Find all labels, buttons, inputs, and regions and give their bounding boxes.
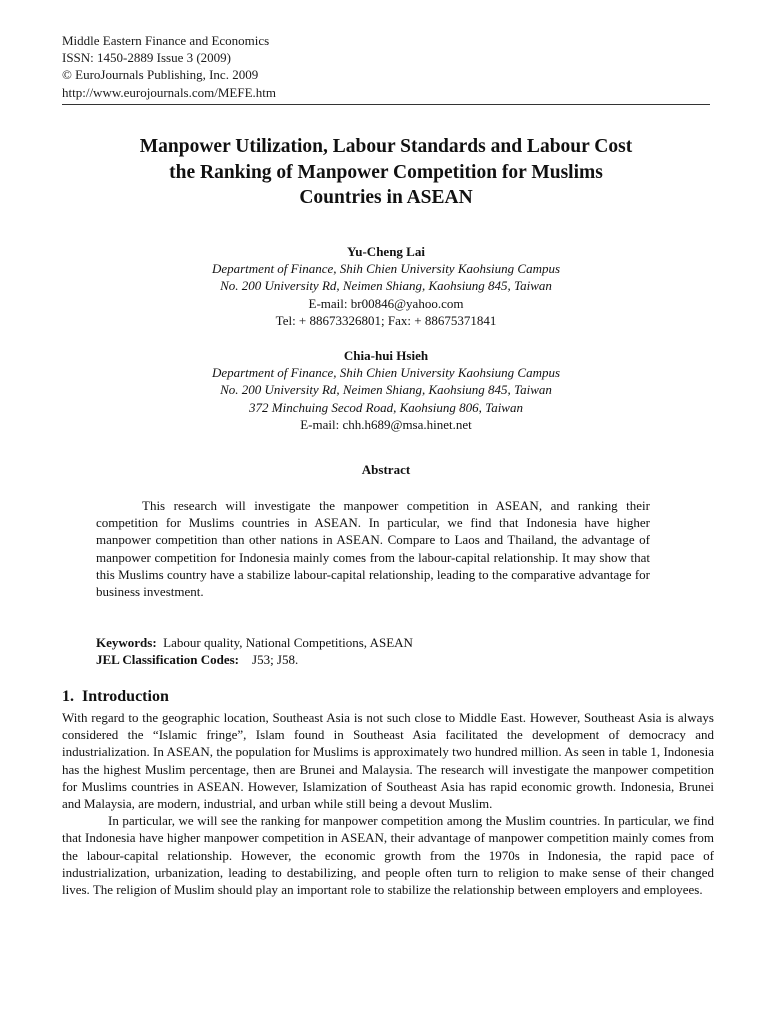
body-paragraph-2: In particular, we will see the ranking for manpower competition among the Muslim countries. In particular, we find that Indonesia have higher manpower competition in ASEAN, their advantage of manpower competition mainly comes from the labour-capital relationship. However, the economic growth from the 1970s in Indonesia, the rapid pace of industrialization, urbanization, leading to destabilizing, and people often turn to religion to make sense of their changed lives. The religion of Muslim should play an important role to stabilize the relationship between employers and employees. [62, 813, 714, 898]
author-address: No. 200 University Rd, Neimen Shiang, Kaohsiung 845, Taiwan [220, 278, 552, 294]
author-email-link[interactable]: E-mail: chh.h689@msa.hinet.net [300, 416, 472, 432]
author-email-link[interactable]: E-mail: br00846@yahoo.com [308, 295, 464, 311]
introduction-body [62, 709, 714, 898]
author-block-1 [62, 243, 710, 329]
author-block-2 [62, 347, 710, 433]
abstract-text: This research will investigate the manpower competition in ASEAN, and ranking their competition for Muslims countries in ASEAN. In particular, we find that Indonesia have higher manpower competition than other nations in ASEAN. Compare to Laos and Thailand, the advantage of manpower competition for Indonesia mainly comes from the labour-capital relationship. It may show that this Muslims country have a stabilize labour-capital relationship, leading to the comparative advantage for business investment. [96, 498, 650, 600]
paper-title [62, 134, 710, 211]
title-line-3: Countries in ASEAN [299, 187, 473, 208]
author-affiliation: Department of Finance, Shih Chien University Kaohsiung Campus [211, 261, 561, 277]
journal-header [62, 32, 276, 101]
author-affiliation: Department of Finance, Shih Chien University Kaohsiung Campus [211, 365, 561, 381]
jel-label: JEL Classification Codes: [96, 652, 240, 668]
abstract-heading: Abstract [361, 462, 411, 477]
author-phone: Tel: + 88673326801; Fax: + 88675371841 [275, 312, 497, 328]
journal-copyright: © EuroJournals Publishing, Inc. 2009 [62, 67, 259, 83]
section-title: Introduction [82, 688, 169, 705]
jel-value: J53; J58. [252, 652, 299, 668]
jel-line [96, 651, 656, 668]
author-address-2: 372 Minchuing Secod Road, Kaohsiung 806, Taiwan [249, 399, 523, 415]
body-paragraph-1: With regard to the geographic location, Southeast Asia is not such close to Middle East. However, Southeast Asia is always considered the “Islamic fringe”, Islam found in Southeast Asia facilitated the development of democracy and industrialization. In ASEAN, the population for Muslims is approximately two hundred million. As seen in table 1, Indonesia has the highest Muslim percentage, then are Brunei and Malaysia. The research will investigate the manpower competition for Muslims countries in ASEAN. However, Islamization of Southeast Asia has rapid economic growth. Indonesia, Brunei and Malaysia, are modern, industrial, and urban while still being a devout Muslim. [62, 710, 714, 812]
author-name: Chia-hui Hsieh [343, 348, 429, 363]
keywords-label: Keywords: [96, 635, 157, 650]
author-address: No. 200 University Rd, Neimen Shiang, Kaohsiung 845, Taiwan [220, 382, 552, 398]
journal-url-link[interactable]: http://www.eurojournals.com/MEFE.htm [62, 84, 276, 100]
title-line-2: the Ranking of Manpower Competition for Muslims [169, 161, 603, 183]
header-divider [62, 104, 710, 105]
journal-name: Middle Eastern Finance and Economics [62, 33, 270, 48]
introduction-heading [62, 688, 169, 706]
keywords-block [96, 634, 656, 668]
keywords-line [96, 634, 656, 651]
journal-issn: ISSN: 1450-2889 Issue 3 (2009) [62, 50, 231, 66]
keywords-value: Labour quality, National Competitions, ASEAN [163, 635, 413, 650]
section-number: 1. [62, 688, 74, 705]
author-name: Yu-Cheng Lai [347, 244, 425, 259]
title-line-1: Manpower Utilization, Labour Standards and Labour Cost [139, 136, 633, 157]
